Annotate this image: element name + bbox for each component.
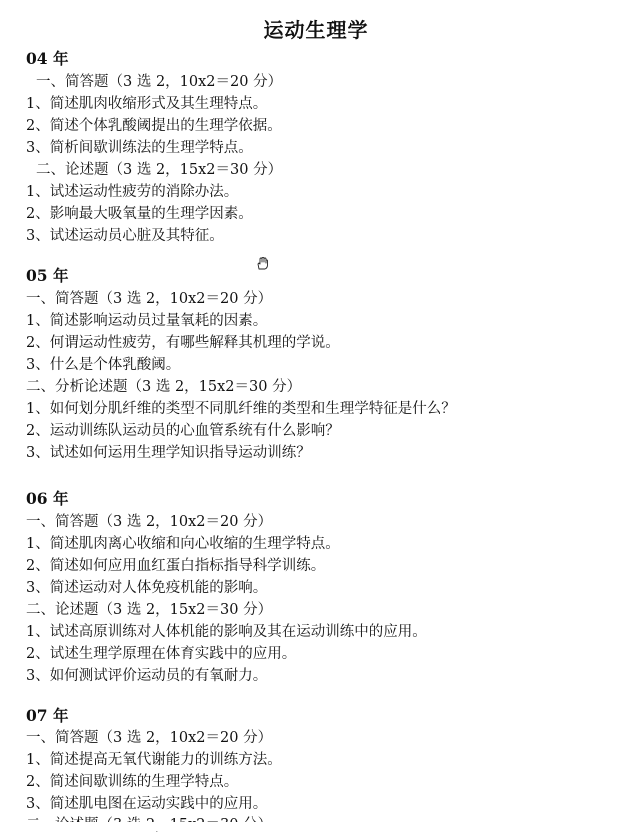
question-item: 1、简述肌肉离心收缩和向心收缩的生理学特点。 bbox=[26, 536, 340, 552]
year-heading-06: 06 年 bbox=[26, 489, 69, 508]
question-item: 3、试述如何运用生理学知识指导运动训练？ bbox=[26, 445, 311, 461]
question-item: 2、简述如何应用血红蛋白指标指导科学训练。 bbox=[26, 558, 326, 574]
question-item: 1、简述提高无氧代谢能力的训练方法。 bbox=[26, 752, 282, 768]
question-item: 2、何谓运动性疲劳，有哪些解释其机理的学说。 bbox=[26, 335, 340, 351]
section-heading: 二、论述题（3 选 2，15x2＝30 分） bbox=[36, 162, 283, 178]
question-item: 3、简述肌电图在运动实践中的应用。 bbox=[26, 796, 268, 812]
hand-cursor-icon bbox=[255, 256, 269, 270]
question-item: 2、影响最大吸氧量的生理学因素。 bbox=[26, 206, 253, 222]
year-heading-05: 05 年 bbox=[26, 266, 69, 285]
question-item: 3、试述运动员心脏及其特征。 bbox=[26, 228, 224, 244]
year-heading-07: 07 年 bbox=[26, 706, 69, 725]
question-item: 1、试述运动性疲劳的消除办法。 bbox=[26, 184, 239, 200]
section-heading: 二、分析论述题（3 选 2，15x2＝30 分） bbox=[26, 379, 302, 395]
question-item: 2、试述生理学原理在体育实践中的应用。 bbox=[26, 646, 297, 662]
question-item: 2、运动训练队运动员的心血管系统有什么影响？ bbox=[26, 423, 340, 439]
year-heading-04: 04 年 bbox=[26, 49, 69, 68]
question-item: 3、什么是个体乳酸阈。 bbox=[26, 357, 181, 373]
question-item: 3、如何测试评价运动员的有氧耐力。 bbox=[26, 668, 268, 684]
question-item: 2、简述个体乳酸阈提出的生理学依据。 bbox=[26, 118, 282, 134]
question-item: 3、简述运动对人体免疫机能的影响。 bbox=[26, 580, 268, 596]
question-item: 3、简析间歇训练法的生理学特点。 bbox=[26, 140, 253, 156]
section-heading: 一、简答题（3 选 2，10x2＝20 分） bbox=[36, 74, 283, 90]
question-item: 1、简述肌肉收缩形式及其生理特点。 bbox=[26, 96, 268, 112]
question-item: 1、试述高原训练对人体机能的影响及其在运动训练中的应用。 bbox=[26, 624, 427, 640]
question-item: 2、简述间歇训练的生理学特点。 bbox=[26, 774, 239, 790]
page-crop-edge bbox=[0, 822, 632, 831]
section-heading: 一、简答题（3 选 2，10x2＝20 分） bbox=[26, 514, 273, 530]
section-heading: 一、简答题（3 选 2，10x2＝20 分） bbox=[26, 291, 273, 307]
section-heading: 一、简答题（3 选 2，10x2＝20 分） bbox=[26, 730, 273, 746]
question-item: 1、简述影响运动员过量氧耗的因素。 bbox=[26, 313, 268, 329]
question-item: 1、如何划分肌纤维的类型不同肌纤维的类型和生理学特征是什么？ bbox=[26, 401, 456, 417]
section-heading: 二、论述题（3 选 2，15x2＝30 分） bbox=[26, 602, 273, 618]
page-title: 运动生理学 bbox=[263, 18, 369, 42]
